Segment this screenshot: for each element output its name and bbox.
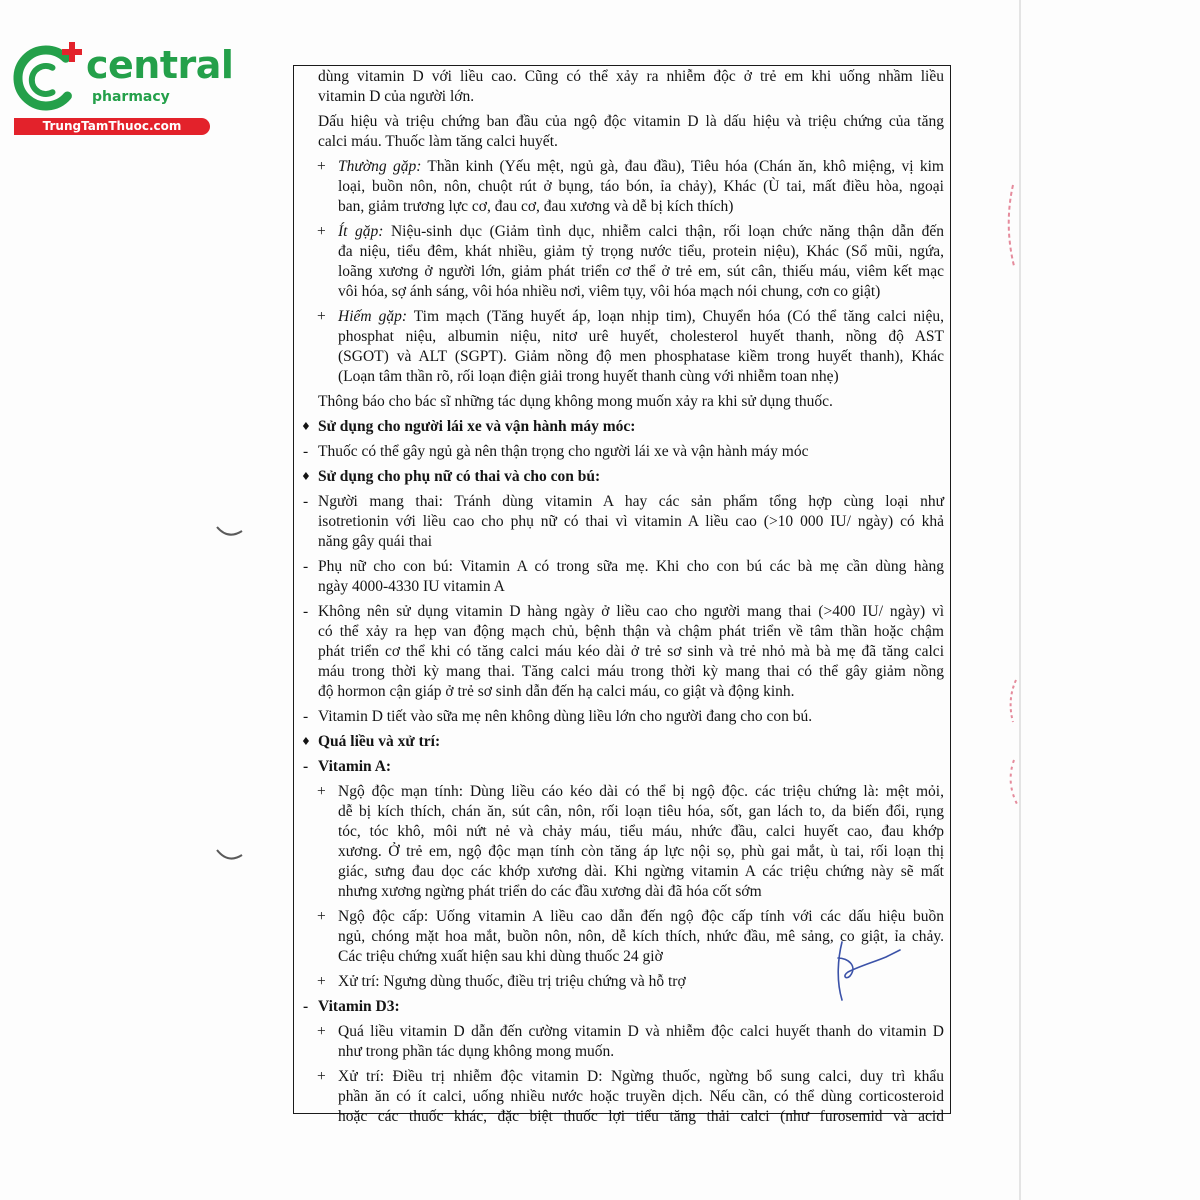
text-line: [318, 492, 944, 512]
line-text: phần ăn có ít calci, uống nhiều nước hoặc truyền dịch. Nếu cần, có thể dùng corticosteroid: [338, 1088, 944, 1105]
line-text: Quá liều và xử trí:: [318, 733, 441, 750]
dash-list-item: [294, 707, 950, 727]
text-line: [318, 707, 944, 727]
text-line: [338, 157, 944, 177]
plus-bullet: +: [317, 1068, 326, 1085]
text-line: [338, 972, 944, 992]
dash-list-item: [294, 602, 950, 702]
diamond-bullet: ♦: [301, 735, 311, 748]
stamp-mark: [1009, 185, 1014, 266]
dash-bullet: -: [303, 998, 309, 1015]
text-line: [338, 1067, 944, 1087]
text-line: [318, 512, 944, 532]
text-line: [338, 1107, 944, 1127]
text-line: [338, 802, 944, 822]
dash-list-item: [294, 557, 950, 597]
frequency-label: Hiếm gặp:: [338, 308, 407, 325]
line-text: vitamin D của người lớn.: [318, 88, 475, 105]
brand-name: central: [86, 43, 234, 87]
diamond-bullet: ♦: [301, 470, 311, 483]
paragraph: [294, 67, 950, 107]
line-text: vôi hóa, sợ ánh sáng, vôi hóa nhiều nơi, viêm tụy, vôi hóa mạch nói chung, cơn co giật): [338, 283, 881, 300]
line-text: dùng vitamin D với liều cao. Cũng có thể xảy ra nhiễm độc ở trẻ em khi uống nhầm liều: [318, 68, 944, 85]
line-text: Thuốc có thể gây ngủ gà nên thận trọng cho người lái xe và vận hành máy móc: [318, 443, 809, 460]
line-text: Vitamin D3:: [318, 998, 400, 1015]
text-line: [338, 1087, 944, 1107]
diamond-bullet: ♦: [301, 420, 311, 433]
line-text: loãng xương ở người lớn, giảm phát triển cơ thể ở trẻ em, sút cân, thiếu máu, viêm kết mạc: [338, 263, 944, 280]
punch-hole-mark: [217, 527, 242, 535]
section-heading: [294, 417, 950, 437]
paragraph: [294, 392, 950, 412]
line-text: có thể xảy ra hẹp van động mạch chủ, bệnh thận và chậm phát triển về tâm thần hoặc chậm: [318, 623, 944, 640]
text-line: [318, 642, 944, 662]
line-text: Tim mạch (Tăng huyết áp, loạn nhịp tim), Chuyển hóa (Có thể tăng calci niệu,: [413, 308, 944, 325]
plus-list-item: [294, 972, 950, 992]
frequency-label: Ít gặp:: [338, 223, 384, 240]
line-text: isotretionin với liều cao cho phụ nữ có thai vì vitamin A liều cao (>10 000 IU/ ngày) có khả: [318, 513, 944, 530]
line-text: độ hormon cận giáp ở trẻ sơ sinh dẫn đến hạ calci máu, co giật và động kinh.: [318, 683, 795, 700]
line-text: phát triển cơ thể khi có tăng calci máu kéo dài ở trẻ sơ sinh và trẻ nhỏ mà bà mẹ đã tăng calci: [318, 643, 944, 660]
line-text: xương. Ở trẻ em, ngộ độc mạn tính còn tăng áp lực nội sọ, phù gai mắt, ù tai, rối loạn thị: [338, 843, 944, 860]
plus-list-item: [294, 157, 950, 217]
text-line: [318, 732, 944, 752]
document-box: [293, 65, 951, 1125]
line-text: (Loạn tâm thần rõ, rối loạn điện giải trong huyết thanh cùng với nhiễm toan nhẹ): [338, 368, 839, 385]
text-line: [338, 307, 944, 327]
line-text: Quá liều vitamin D dẫn đến cường vitamin D và nhiễm độc calci huyết thanh do vitamin D: [338, 1023, 944, 1040]
line-text: hoặc các thuốc khác, đặc biệt thuốc lợi tiểu tăng thải calci (như furosemid và acid: [338, 1108, 944, 1125]
line-text: Vitamin A:: [318, 758, 392, 775]
line-text: dễ bị kích thích, chán ăn, sút cân, nôn, rối loạn tiêu hóa, sốt, gan lách to, da biến đổi, rụng: [338, 803, 944, 820]
text-line: [318, 757, 944, 777]
text-line: [338, 262, 944, 282]
line-text: Xử trí: Điều trị nhiễm độc vitamin D: Ngừng thuốc, ngừng bổ sung calci, duy trì khẩu: [338, 1068, 944, 1085]
text-line: [318, 682, 944, 702]
plus-bullet: +: [317, 908, 326, 925]
text-line: [318, 532, 944, 552]
line-text: năng gây quái thai: [318, 533, 433, 550]
line-text: Niệu-sinh dục (Giảm tình dục, nhiễm calci thận, rối loạn chức năng thận dẫn đến: [390, 223, 945, 240]
text-line: [338, 1022, 944, 1042]
text-line: [338, 347, 944, 367]
line-text: ban, giảm trương lực cơ, đau cơ, đau xương và dễ bị kích thích): [338, 198, 734, 215]
plus-list-item: [294, 222, 950, 302]
line-text: tóc, tóc khô, môi nứt nẻ và chảy máu, tiểu máu, nhức đầu, calci huyết cao, đau khớp: [338, 823, 944, 840]
text-line: [318, 622, 944, 642]
text-line: [338, 947, 944, 967]
dash-bullet: -: [303, 708, 309, 725]
line-text: như trong phần tác dụng không mong muốn.: [338, 1043, 615, 1060]
dash-bullet: -: [303, 758, 309, 775]
text-line: [318, 557, 944, 577]
paragraph: [294, 112, 950, 152]
text-line: [338, 822, 944, 842]
text-line: [338, 242, 944, 262]
stamp-mark: [1011, 680, 1016, 722]
section-heading: [294, 467, 950, 487]
text-line: [318, 67, 944, 87]
text-line: [338, 197, 944, 217]
plus-bullet: +: [317, 783, 326, 800]
line-text: máu trong thời kỳ mang thai. Tăng calci máu trong thời kỳ mang thai có thể gây giảm nồng: [318, 663, 944, 680]
punch-hole-mark: [217, 850, 242, 859]
line-text: Ngộ độc mạn tính: Dùng liều cáo kéo dài có thể bị ngộ độc. các triệu chứng là: mệt mỏi,: [338, 783, 944, 800]
text-line: [338, 882, 944, 902]
plus-list-item: [294, 907, 950, 967]
text-line: [338, 1042, 944, 1062]
plus-list-item: [294, 1022, 950, 1062]
central-pharmacy-logo-icon: [8, 36, 88, 116]
text-line: [338, 222, 944, 242]
text-line: [318, 417, 944, 437]
plus-list-item: [294, 1067, 950, 1127]
text-line: [338, 177, 944, 197]
text-line: [318, 467, 944, 487]
frequency-label: Thường gặp:: [338, 158, 422, 175]
dash-bullet: -: [303, 558, 309, 575]
line-text: Thông báo cho bác sĩ những tác dụng không mong muốn xảy ra khi sử dụng thuốc.: [318, 393, 833, 410]
line-text: ngày 4000-4330 IU vitamin A: [318, 578, 505, 595]
text-line: [338, 327, 944, 347]
brand-site-banner[interactable]: TrungTamThuoc.com: [14, 118, 210, 135]
plus-list-item: [294, 307, 950, 387]
dash-list-item: [294, 492, 950, 552]
text-line: [338, 927, 944, 947]
text-line: [338, 907, 944, 927]
line-text: Xử trí: Ngưng dùng thuốc, điều trị triệu chứng và hỗ trợ: [338, 973, 686, 990]
line-text: ngủ, chóng mặt hoa mắt, buồn nôn, nôn, dễ kích thích, nhức đầu, mê sảng, co giật, ỉa chảy.: [338, 928, 944, 945]
line-text: phosphat niệu, albumin niệu, nitơ urê huyết, cholesterol huyết thanh, nồng độ AST: [338, 328, 944, 345]
section-heading: [294, 732, 950, 752]
text-line: [338, 842, 944, 862]
line-text: Phụ nữ cho con bú: Vitamin A có trong sữa mẹ. Khi cho con bú các bà mẹ cần dùng hàng: [318, 558, 944, 575]
line-text: (SGOT) và ALT (SGPT). Giảm nồng độ men phosphatase kiềm trong huyết thanh), Khác: [338, 348, 944, 365]
text-line: [318, 112, 944, 132]
text-line: [318, 132, 944, 152]
line-text: calci máu. Thuốc làm tăng calci huyết.: [318, 133, 558, 150]
dash-list-item: [294, 997, 950, 1017]
dash-list-item: [294, 757, 950, 777]
text-line: [338, 782, 944, 802]
line-text: giác, sưng đau dọc các khớp xương dài. Khi ngừng vitamin A các triệu chứng này sẽ mất: [338, 863, 944, 880]
text-line: [318, 392, 944, 412]
line-text: Sử dụng cho phụ nữ có thai và cho con bú:: [318, 468, 601, 485]
plus-bullet: +: [317, 308, 326, 325]
text-line: [338, 282, 944, 302]
text-line: [318, 577, 944, 597]
text-line: [318, 442, 944, 462]
line-text: Người mang thai: Tránh dùng vitamin A hay các sản phẩm tổng hợp cùng loại như: [318, 493, 944, 510]
dash-list-item: [294, 442, 950, 462]
stamp-mark: [1011, 760, 1017, 804]
plus-bullet: +: [317, 1023, 326, 1040]
text-line: [338, 862, 944, 882]
plus-bullet: +: [317, 223, 326, 240]
line-text: nhưng xương ngừng phát triển do các đầu xương dài đã hóa cốt sớm: [338, 883, 762, 900]
line-text: đa niệu, tiểu đêm, khát nhiều, giảm tỷ trọng nước tiểu, protein niệu), Khác (Sổ mũi, ngứa,: [338, 243, 944, 260]
line-text: Dấu hiệu và triệu chứng ban đầu của ngộ độc vitamin D là dấu hiệu và triệu chứng của tăng: [318, 113, 944, 130]
text-line: [318, 87, 944, 107]
line-text: Vitamin D tiết vào sữa mẹ nên không dùng liều lớn cho người đang cho con bú.: [318, 708, 813, 725]
line-text: Không nên sử dụng vitamin D hàng ngày ở liều cao cho người mang thai (>400 IU/ ngày) vì: [318, 603, 944, 620]
text-line: [338, 367, 944, 387]
text-line: [318, 662, 944, 682]
line-text: Sử dụng cho người lái xe và vận hành máy móc:: [318, 418, 636, 435]
line-text: loại, buồn nôn, nôn, chuột rút ở bụng, táo bón, ỉa chảy), Khác (Ù tai, mất điều hòa, ngoại: [338, 178, 944, 195]
text-line: [318, 997, 944, 1017]
dash-bullet: -: [303, 603, 309, 620]
text-line: [318, 602, 944, 622]
line-text: Thần kinh (Yếu mệt, ngủ gà, đau đầu), Tiêu hóa (Chán ăn, khô miệng, vị kim: [427, 158, 944, 175]
plus-bullet: +: [317, 973, 326, 990]
brand-subtitle: pharmacy: [92, 89, 170, 105]
plus-list-item: [294, 782, 950, 902]
dash-bullet: -: [303, 493, 309, 510]
line-text: Ngộ độc cấp: Uống vitamin A liều cao dẫn đến ngộ độc cấp tính với các dấu hiệu buồn: [338, 908, 944, 925]
plus-bullet: +: [317, 158, 326, 175]
dash-bullet: -: [303, 443, 309, 460]
line-text: Các triệu chứng xuất hiện sau khi dùng thuốc 24 giờ: [338, 948, 663, 965]
